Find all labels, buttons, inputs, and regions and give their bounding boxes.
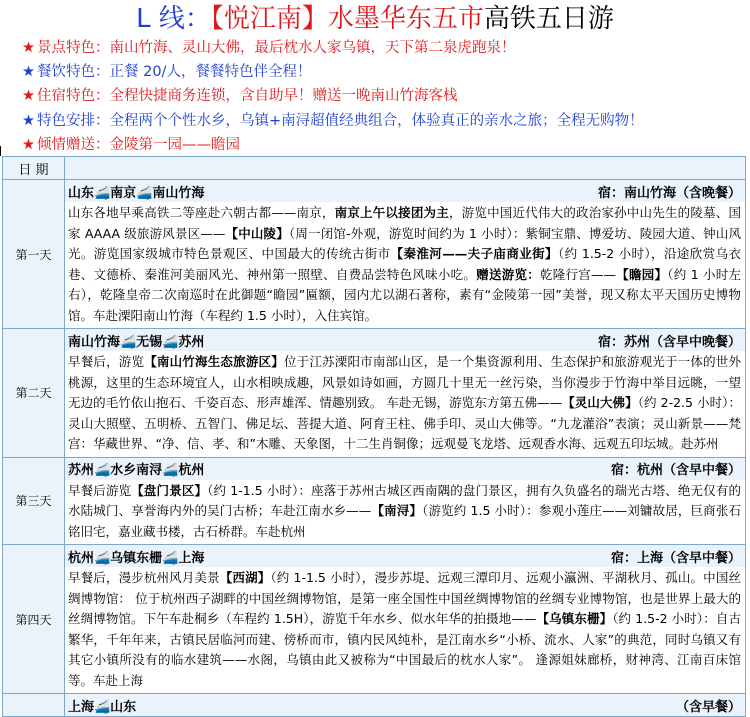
description-text: （周一闭馆-外观，游览时间约为 1 小时）：紫铜宝鼎、博爱坊、陵园大道、钟山风光。游览国家级城市特色景观区、中国最大的传统古街市 (68, 225, 741, 261)
day-row (3, 180, 746, 329)
feature-line (22, 111, 644, 131)
route-row (65, 694, 745, 716)
feature-line (22, 86, 458, 106)
page-title (0, 2, 750, 36)
feature-line (22, 38, 516, 58)
feature-text: 正餐 20/人，餐餐特色伴全程！ (109, 64, 312, 80)
feature-text: 全程快捷商务连锁，含自助早！赠送一晚南山竹海客栈 (109, 88, 458, 104)
route-row (65, 329, 745, 351)
highlight-text: 南京上午以接团为主 (334, 205, 449, 220)
description-text: 早餐后，游览 (68, 354, 145, 369)
day-label: 第三天 (3, 457, 65, 545)
star-icon: ★ (22, 40, 35, 56)
date-header: 日 期 (3, 157, 65, 180)
route-row (65, 545, 745, 567)
stay-text: 宿：苏州（含早中晚餐） (597, 334, 741, 350)
day-content (65, 545, 746, 694)
highlight-text: 赠送游览： (476, 266, 540, 282)
day-description (65, 351, 745, 457)
highlight-text: 【灵山大佛】 (562, 395, 638, 410)
description-text: （约 1-1.5 小时），漫步苏堤、远观三潭印月、远观小瀛洲、平湖秋月、孤山。中国丝绸博物馆： 位于杭州西子湖畔的中国丝绸博物馆，是第一座全国性中国丝绸博物馆的丝绸专业博物馆，也是世界上最大的丝绸博物馆。下午车赴桐乡（车程约 1.5H），游览千年水乡、似水年华的拍摄地—— (68, 570, 741, 626)
stay-text: 宿：南山竹海（含晚餐） (597, 185, 741, 201)
stay-text: （含早餐） (675, 699, 741, 715)
description-text: 山东各地早乘高铁二等座赴六朝古都——南京， (68, 205, 335, 220)
feature-label: 景点特色： (37, 40, 110, 56)
day-label: 第一天 (3, 180, 65, 329)
title-middle: 水墨华东五市 (327, 4, 484, 34)
route-text: 上海🚄山东 (68, 699, 137, 715)
day-description (65, 202, 745, 328)
route-text: 南山竹海🚄无锡🚄苏州 (68, 334, 205, 350)
feature-label: 餐饮特色： (37, 64, 110, 80)
day-label: 第四天 (3, 545, 65, 694)
day-description (65, 480, 745, 545)
day-content (65, 694, 746, 717)
feature-text: 南山竹海、灵山大佛，最后枕水人家乌镇，天下第二泉虎跑泉！ (109, 40, 516, 56)
day-label (3, 694, 65, 717)
day-row (3, 545, 746, 694)
description-text: 早餐后，漫步杭州风月美景 (68, 570, 220, 585)
description-text: （约 1 小时左右），乾隆皇帝二次南巡时在此御题“瞻园”匾额，园内尤以湖石著称，素有“金陵第一园”美誉，现又称太平天国历史博物馆。车赴溧阳南山竹海（车程约 1.5 小时），入住宾馆。 (68, 266, 741, 323)
star-icon: ★ (22, 64, 35, 80)
star-icon: ★ (22, 88, 35, 104)
text-cursor (0, 146, 5, 156)
description-text: （约 1.5-2 小时），沿途欣赏乌衣巷、文德桥、秦淮河美丽风光、神州第一照壁、自费品尝特色风味小吃。 (68, 246, 741, 282)
stay-text: 宿：杭州（含早中餐） (610, 463, 741, 478)
table-header-row (3, 157, 746, 180)
highlight-text: 【西湖】 (219, 570, 271, 585)
feature-text: 全程两个个性水乡，乌镇+南浔超值经典组合，体验真正的亲水之旅；全程无购物！ (109, 113, 644, 129)
day-content (65, 329, 746, 458)
route-text: 苏州🚄水乡南浔🚄杭州 (68, 463, 205, 478)
highlight-text: 【南浔】 (371, 503, 423, 518)
description-text: ，游览中国近代伟大的政治家孙中山先生的陵墓、国家 AAAA 级旅游风景区—— (68, 205, 741, 241)
highlight-text: 【盘门景区】 (131, 482, 208, 498)
day-content (65, 457, 746, 545)
route-row (65, 458, 745, 480)
day-content (65, 180, 746, 329)
route-text: 杭州🚄乌镇东栅🚄上海 (68, 550, 205, 566)
title-prefix: L 线： (136, 4, 211, 34)
day-row (3, 694, 746, 717)
day-description (65, 567, 745, 693)
feature-label: 倾情赠送： (37, 137, 110, 153)
highlight-text: 【乌镇东栅】 (536, 611, 613, 626)
description-text: 乾隆行宫—— (539, 266, 616, 282)
day-row (3, 457, 746, 545)
highlight-text: 【中山陵】 (225, 225, 289, 241)
description-text: （游览约 1.5 小时）：参观小莲庄——刘镛故居，巨商张石铭旧宅，嘉业藏书楼，古石桥群。车赴杭州 (68, 503, 741, 539)
description-text: （约 1-1.5 小时）：座落于苏州古城区西南隅的盘门景区，拥有久负盛名的瑞光古塔、绝无仅有的水陆城门、享誉海内外的吴门古桥；车赴江南水乡—— (68, 482, 741, 518)
description-text: 位于江苏溧阳市南部山区，是一个集资源利用、生态保护和旅游观光于一体的世外桃源，这里的生态环境宜人，山水相映成趣，风景如诗如画，方圆几十里无一丝污染，当你漫步于竹海中举目远眺，一望无边的毛竹依山抱石、千姿百态、形声雄浑、情趣别致。 车赴无锡，游览东方第五佛—— (68, 354, 741, 410)
feature-line (22, 135, 240, 155)
title-bracket: 【悦江南】 (210, 4, 328, 34)
route-text: 山东🚄南京🚄南山竹海 (68, 185, 205, 201)
route-row (65, 180, 745, 202)
description-text: （约 1.5-2 小时）：自古繁华，千年年来，古镇民居临河而建、傍桥而市，镇内民风纯朴，是江南水乡“小桥、流水、人家”的典范，同时乌镇又有其它小镇所没有的临水建筑——水阁，乌镇由此又被称为“中国最后的枕水人家”。 逢源姐妹廊桥，财神湾、江南百床馆等。车赴上海 (68, 611, 741, 688)
header-spacer (65, 157, 746, 180)
feature-line (22, 62, 311, 82)
highlight-text: 【秦淮河——夫子庙商业街】 (390, 246, 558, 261)
day-label: 第二天 (3, 329, 65, 458)
description-text: 早餐后游览 (68, 482, 132, 498)
feature-label: 住宿特色： (37, 88, 110, 104)
highlight-text: 【瞻园】 (616, 266, 668, 282)
star-icon: ★ (22, 113, 35, 129)
feature-text: 金陵第一园——瞻园 (109, 137, 240, 153)
itinerary-table (2, 156, 746, 717)
star-icon: ★ (22, 137, 35, 153)
day-row (3, 329, 746, 458)
description-text: （约 2-2.5 小时）：灵山大照壁、五明桥、五智门、佛足坛、菩提大道、阿育王柱、佛手印、灵山大佛等。“九龙灌浴”表演；灵山新景——梵宫：华藏世界、“净、信、孝、和”木雕、天象图，十二生肖铜像；远观曼飞龙塔、远观香水海、远观五印坛城。赴苏州 (68, 395, 741, 451)
feature-label: 特色安排： (37, 113, 110, 129)
title-suffix: 高铁五日游 (483, 4, 614, 34)
highlight-text: 【南山竹海生态旅游区】 (144, 354, 284, 369)
stay-text: 宿：上海（含早中餐） (610, 550, 741, 566)
